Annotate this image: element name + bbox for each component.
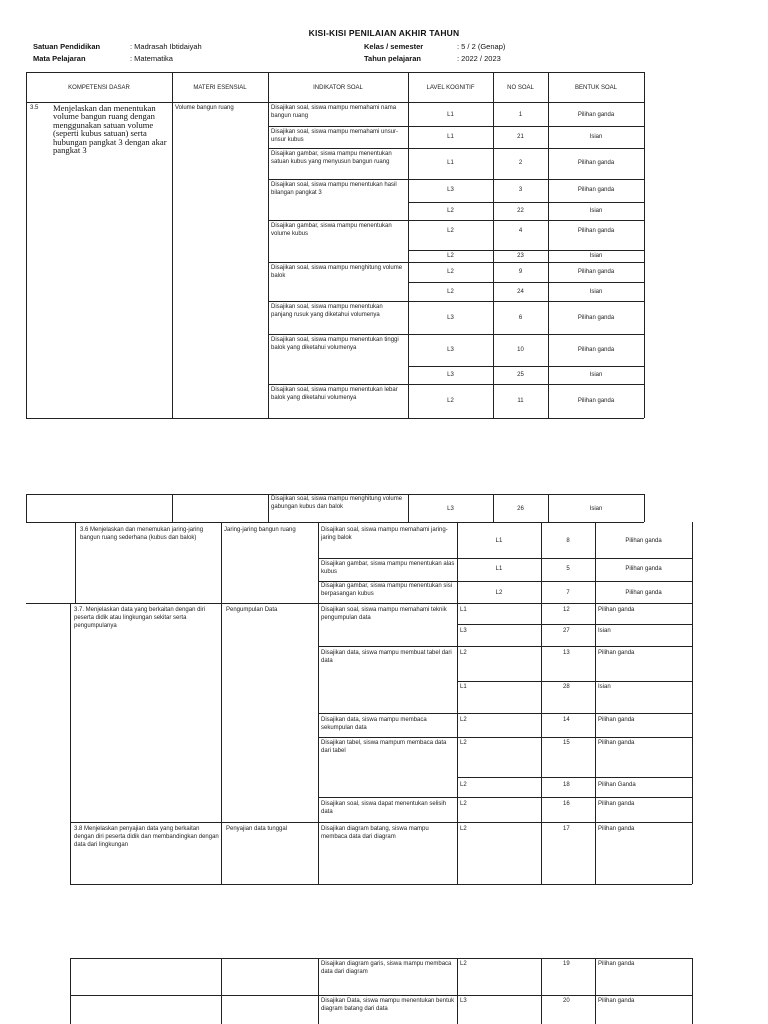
kd-text: Menjelaskan dan menentukan volume bangun ruang dengan menggunakan satuan volume (seperti kubus satuan) serta hubungan pangkat 3 dengan akar pangkat 3	[53, 103, 167, 156]
level-cell: L1	[460, 684, 467, 690]
level-cell: L2	[460, 961, 467, 967]
level-cell: L2	[447, 253, 454, 259]
bentuk-cell: Pilihan ganda	[598, 801, 635, 807]
bentuk-cell: Pilihan ganda	[577, 187, 615, 193]
no-cell: 22	[517, 208, 524, 214]
level-cell: L1	[447, 134, 454, 140]
no-cell: 11	[517, 398, 524, 404]
level-cell: L2	[460, 717, 467, 723]
no-cell: 6	[518, 315, 523, 321]
indikator-cell: Disajikan soal, siswa mampu menentukan lebar balok yang diketahui volumenya	[271, 387, 398, 401]
kd-3-8: 3.8 Menjelaskan penyajian data yang berkaitan dengan diri peserta didik dan membandingkan dengan data dari lingkungan	[74, 826, 219, 848]
header-indikator-soal: INDIKATOR SOAL	[313, 85, 363, 91]
materi-3-6: Jaring-jaring bangun ruang	[224, 527, 296, 533]
indikator-cell: Disajikan soal, siswa mampu menghitung volume gabungan kubus dan balok	[271, 496, 403, 510]
no-cell: 19	[563, 961, 570, 967]
no-cell: 25	[517, 372, 524, 378]
no-cell: 24	[517, 289, 524, 295]
level-cell: L1	[447, 160, 454, 166]
no-cell: 5	[566, 566, 570, 572]
header-no-soal: NO SOAL	[507, 85, 534, 91]
level-cell: L1	[460, 607, 467, 613]
no-cell: 10	[517, 347, 524, 353]
bentuk-cell: Isian	[589, 289, 603, 295]
indikator-cell: Disajikan gambar, siswa mampu menentukan volume kubus	[271, 223, 392, 237]
materi-3-8: Penyajian data tunggal	[226, 826, 288, 832]
indikator-cell: Disajikan Data, siswa mampu menentukan bentuk diagram batang dari data	[321, 998, 455, 1012]
level-cell: L2	[495, 590, 503, 596]
no-cell: 20	[563, 998, 570, 1004]
bentuk-cell: Pilihan ganda	[625, 590, 662, 596]
mapel-label: Mata Pelajaran	[33, 54, 86, 63]
indikator-cell: Disajikan soal, siswa mampu memahami jaring-jaring balok	[321, 527, 448, 541]
level-cell: L1	[495, 538, 503, 544]
bentuk-cell: Pilihan ganda	[577, 398, 615, 404]
bentuk-cell: Isian	[589, 134, 603, 140]
bentuk-cell: Pilihan ganda	[598, 826, 635, 832]
bentuk-cell: Isian	[589, 208, 603, 214]
indikator-cell: Disajikan data, siswa mampu membuat tabel dari data	[321, 650, 452, 664]
kelas-label: Kelas / semester	[364, 42, 424, 51]
level-cell: L2	[447, 398, 454, 404]
level-cell: L3	[460, 628, 467, 634]
no-cell: 12	[563, 607, 570, 613]
indikator-cell: Disajikan soal, siswa mampu menentukan hasil bilangan pangkat 3	[271, 182, 397, 196]
header-materi-esensial: MATERI ESENSIAL	[193, 85, 247, 91]
no-cell: 26	[517, 506, 524, 512]
mapel-value: : Matematika	[130, 54, 173, 63]
no-cell: 27	[563, 628, 570, 634]
indikator-cell: Disajikan gambar, siswa mampu menentukan alas kubus	[321, 561, 455, 575]
level-cell: L2	[447, 228, 454, 234]
header-bentuk-soal: BENTUK SOAL	[574, 85, 617, 91]
materi-esensial: Volume bangun ruang	[175, 105, 234, 111]
level-cell: L1	[447, 112, 454, 118]
indikator-cell: Disajikan soal, siswa mampu memahami teknik pengumpulan data	[321, 607, 447, 621]
bentuk-cell: Pilihan ganda	[577, 228, 615, 234]
indikator-cell: Disajikan tabel, siswa mampum membaca data dari tabel	[321, 740, 447, 754]
level-cell: L1	[495, 566, 503, 572]
no-cell: 16	[563, 801, 570, 807]
satuan-label: Satuan Pendidikan	[33, 42, 101, 51]
no-cell: 9	[518, 269, 523, 275]
no-cell: 8	[566, 538, 570, 544]
bentuk-cell: Pilihan ganda	[577, 112, 615, 118]
indikator-cell: Disajikan soal, siswa mampu menghitung volume balok	[271, 265, 403, 279]
bentuk-cell: Pilihan ganda	[577, 160, 615, 166]
bentuk-cell: Pilihan ganda	[598, 740, 635, 746]
bentuk-cell: Pilihan ganda	[598, 717, 635, 723]
level-cell: L2	[447, 208, 454, 214]
indikator-cell: Disajikan data, siswa mampu membaca sekumpulan data	[321, 717, 427, 731]
level-cell: L2	[447, 269, 454, 275]
bentuk-cell: Pilihan ganda	[577, 315, 615, 321]
level-cell: L2	[460, 801, 467, 807]
tahun-label: Tahun pelajaran	[364, 54, 421, 63]
indikator-cell: Disajikan soal, siswa dapat menentukan selisih data	[321, 801, 447, 815]
no-cell: 13	[563, 650, 570, 656]
no-cell: 3	[518, 187, 523, 193]
indikator-cell: Disajikan diagram batang, siswa mampu membaca data dari diagram	[321, 826, 429, 840]
level-cell: L3	[447, 506, 454, 512]
bentuk-cell: Isian	[589, 372, 603, 378]
header-kompetensi-dasar: KOMPETENSI DASAR	[68, 85, 130, 91]
bentuk-cell: Pilihan ganda	[577, 269, 615, 275]
indikator-cell: Disajikan soal, siswa mampu memahami unsur-unsur kubus	[271, 129, 399, 143]
kelas-value: : 5 / 2 (Genap)	[457, 42, 506, 51]
no-cell: 28	[563, 684, 570, 690]
level-cell: L2	[460, 650, 467, 656]
no-cell: 18	[563, 782, 570, 788]
bentuk-cell: Pilihan ganda	[598, 650, 635, 656]
bentuk-cell: Pilihan ganda	[598, 607, 635, 613]
indikator-cell: Disajikan diagram garis, siswa mampu membaca data dari diagram	[321, 961, 452, 975]
level-cell: L3	[460, 998, 467, 1004]
level-cell: L3	[447, 372, 454, 378]
no-cell: 14	[563, 717, 570, 723]
bentuk-cell: Isian	[598, 628, 611, 634]
level-cell: L2	[460, 826, 467, 832]
kd-number: 3.5	[30, 105, 39, 111]
no-cell: 1	[518, 112, 523, 118]
level-cell: L2	[447, 289, 454, 295]
kd-3-7: 3.7. Menjelaskan data yang berkaitan dengan diri peserta didik atau lingkungan sekitar serta pengumpulanya	[74, 607, 206, 629]
level-cell: L2	[460, 782, 467, 788]
no-cell: 23	[517, 253, 524, 259]
materi-3-7: Pengumpulan Data	[226, 607, 278, 613]
level-cell: L3	[447, 315, 454, 321]
indikator-cell: Disajikan soal, siswa mampu menentukan tinggi balok yang diketahui volumenya	[271, 337, 399, 351]
document-title: KISI-KISI PENILAIAN AKHIR TAHUN	[308, 28, 460, 38]
no-cell: 2	[518, 160, 523, 166]
indikator-cell: Disajikan soal, siswa mampu menentukan panjang rusuk yang diketahui volumenya	[271, 304, 383, 318]
bentuk-cell: Pilihan ganda	[577, 347, 615, 353]
no-cell: 7	[566, 590, 570, 596]
indikator-cell: Disajikan gambar, siswa mampu menentukan satuan kubus yang menyusun bangun ruang	[271, 151, 392, 165]
bentuk-cell: Isian	[598, 684, 611, 690]
no-cell: 4	[518, 228, 523, 234]
bentuk-cell: Isian	[589, 506, 603, 512]
bentuk-cell: Pilihan Ganda	[598, 782, 636, 788]
bentuk-cell: Pilihan ganda	[598, 998, 635, 1004]
bentuk-cell: Pilihan ganda	[598, 961, 635, 967]
bentuk-cell: Pilihan ganda	[625, 538, 662, 544]
no-cell: 17	[563, 826, 570, 832]
satuan-value: : Madrasah Ibtidaiyah	[130, 42, 202, 51]
kd-3-6: 3.6 Menjelaskan dan menemukan jaring-jaring bangun ruang sederhana (kubus dan balok)	[80, 527, 204, 541]
tahun-value: : 2022 / 2023	[457, 54, 501, 63]
level-cell: L3	[447, 187, 454, 193]
no-cell: 21	[517, 134, 524, 140]
level-cell: L2	[460, 740, 467, 746]
header-level-kognitif: LAVEL KOGNITIF	[426, 85, 475, 91]
bentuk-cell: Pilihan ganda	[625, 566, 662, 572]
bentuk-cell: Isian	[589, 253, 603, 259]
level-cell: L3	[447, 347, 454, 353]
no-cell: 15	[563, 740, 570, 746]
indikator-cell: Disajikan gambar, siswa mampu menentukan sisi berpasangan kubus	[321, 583, 453, 597]
indikator-cell: Disajikan soal, siswa mampu memahami nama bangun ruang	[271, 105, 397, 119]
